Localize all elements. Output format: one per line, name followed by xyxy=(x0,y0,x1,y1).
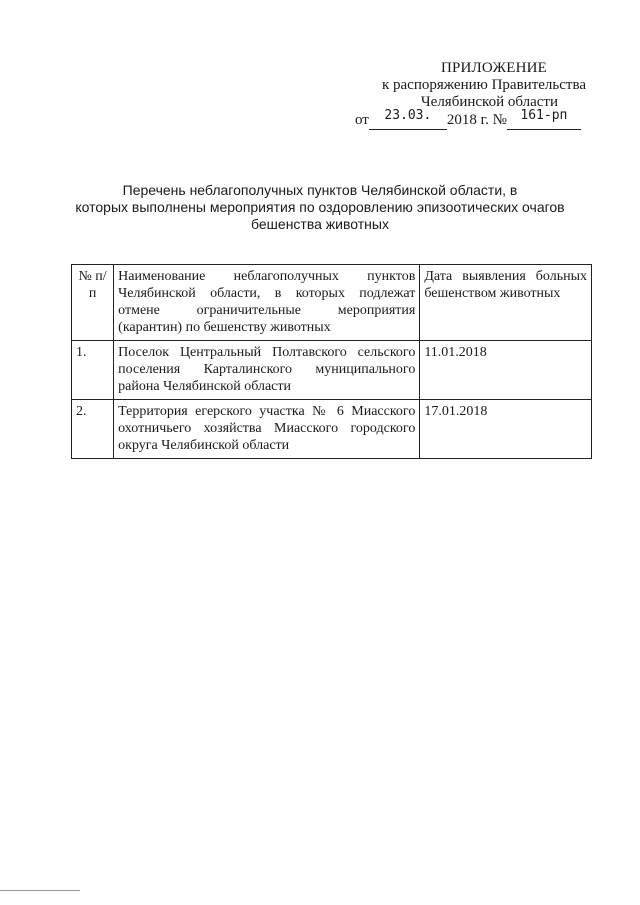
registration-line xyxy=(355,108,590,130)
row-date: 17.01.2018 xyxy=(420,400,592,459)
heading-line-2: которых выполнены мероприятия по оздоровлению эпизоотических очагов xyxy=(75,199,565,215)
number-field xyxy=(507,108,581,130)
date-field xyxy=(369,108,447,130)
scan-edge-line xyxy=(0,890,80,891)
row-num: 1. xyxy=(72,341,114,400)
annex-region-line: Челябинской области xyxy=(420,94,558,110)
from-label: от xyxy=(355,112,369,128)
annex-header xyxy=(346,60,586,111)
header-date: Дата выявления больных бешенством животных xyxy=(420,265,592,341)
heading-line-3: бешенства животных xyxy=(251,216,389,232)
header-num: № п/п xyxy=(72,265,114,341)
annex-order-line: к распоряжению Правительства xyxy=(381,77,586,93)
number-stamp: 161-рп xyxy=(520,108,568,123)
row-date: 11.01.2018 xyxy=(420,341,592,400)
date-stamp: 23.03. xyxy=(384,108,432,123)
document-heading xyxy=(70,182,570,233)
row-num: 2. xyxy=(72,400,114,459)
table-row xyxy=(72,400,592,459)
header-name: Наименование неблагополучных пунктов Челябинской области, в которых подлежат отмене ограничительные мероприятия (карантин) по бешенству животных xyxy=(114,265,420,341)
table-row xyxy=(72,341,592,400)
heading-line-1: Перечень неблагополучных пунктов Челябинской области, в xyxy=(122,182,518,198)
annex-title: ПРИЛОЖЕНИЕ xyxy=(440,60,548,76)
localities-table xyxy=(71,264,592,459)
row-name: Территория егерского участка № 6 Миасского охотничьего хозяйства Миасского городского округа Челябинской области xyxy=(114,400,420,459)
table-header-row xyxy=(72,265,592,341)
row-name: Поселок Центральный Полтавского сельского поселения Карталинского муниципального района Челябинской области xyxy=(114,341,420,400)
year-number-label: 2018 г. № xyxy=(446,112,507,128)
